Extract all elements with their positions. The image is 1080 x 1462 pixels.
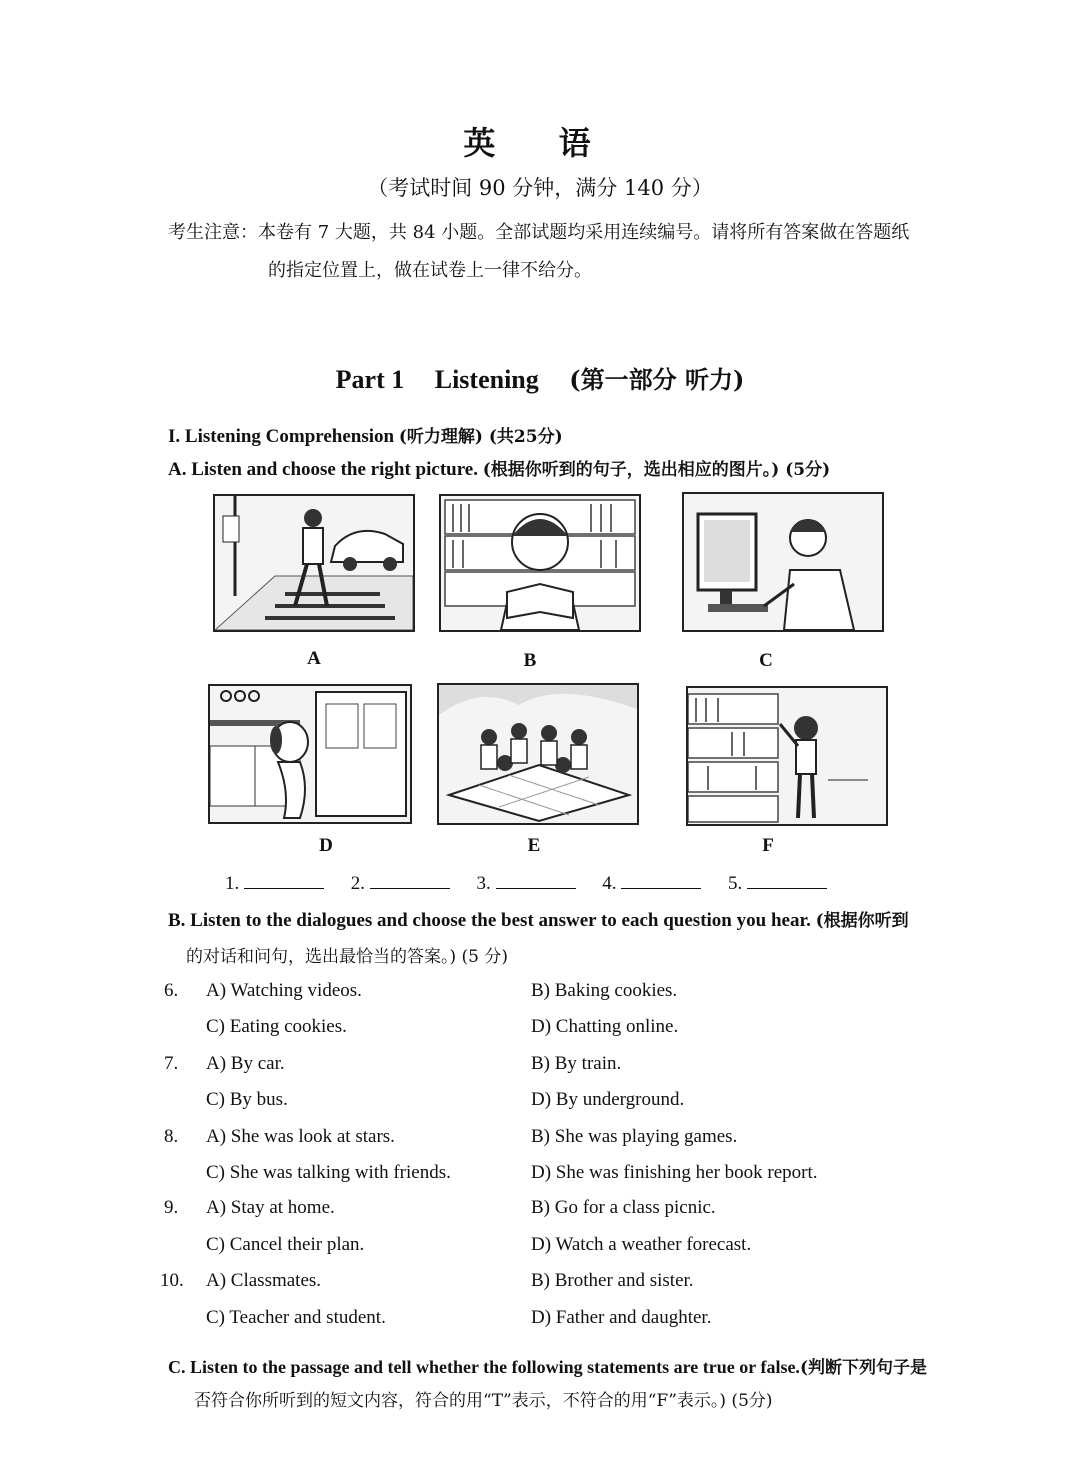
option-b: B) Baking cookies.	[531, 980, 678, 1001]
option-d: D) By underground.	[531, 1089, 685, 1110]
answer-blank-4[interactable]	[621, 870, 701, 889]
section-c-cn-line2: 否符合你所听到的短文内容，符合的用“T”表示，不符合的用“F”表示。) (5分)	[194, 1391, 773, 1411]
section-i-cn: (听力理解) (共25分)	[398, 427, 563, 447]
section-b-cn-line2: 的对话和问句，选出最恰当的答案。) (5 分)	[186, 947, 509, 967]
part-heading	[0, 360, 1080, 395]
picture-label-e: E	[527, 835, 541, 856]
question-number: 8.	[164, 1126, 179, 1147]
part-number: Part 1	[335, 365, 405, 394]
section-a-heading	[168, 455, 830, 481]
picnic-illustration	[439, 685, 637, 823]
man-at-computer-illustration	[684, 494, 882, 630]
picture-label-c: C	[759, 650, 773, 671]
picture-b	[439, 494, 641, 632]
notice-line-1: 考生注意：本卷有 7 大题，共 84 小题。全部试题均采用连续编号。请将所有答案做在答题纸	[168, 222, 910, 243]
dog-at-door-illustration	[210, 686, 410, 822]
child-at-bookshelf-illustration	[688, 688, 886, 824]
blank-label-5: 5.	[728, 873, 743, 894]
picture-label-d: D	[319, 835, 333, 856]
section-c-heading	[168, 1353, 1028, 1379]
question-number: 6.	[164, 980, 179, 1001]
picture-label-b: B	[523, 650, 537, 671]
option-d: D) Father and daughter.	[531, 1307, 712, 1328]
picture-e	[437, 683, 639, 825]
exam-subtitle: （考试时间 90 分钟，满分 140 分）	[367, 176, 713, 200]
answer-blank-3[interactable]	[496, 870, 576, 889]
picture-f	[686, 686, 888, 826]
option-a: A) Stay at home.	[206, 1197, 335, 1218]
question-number: 10.	[160, 1270, 184, 1291]
question-number: 9.	[164, 1197, 179, 1218]
option-b: B) She was playing games.	[531, 1126, 738, 1147]
notice-line-2: 的指定位置上，做在试卷上一律不给分。	[268, 260, 592, 281]
exam-title: 英 语	[463, 124, 617, 162]
question-number: 7.	[164, 1053, 179, 1074]
option-a: A) Watching videos.	[206, 980, 362, 1001]
picture-a	[213, 494, 415, 632]
answer-blank-5[interactable]	[747, 870, 827, 889]
picture-label-a: A	[307, 648, 321, 669]
street-crossing-illustration	[215, 496, 413, 630]
answer-blank-2[interactable]	[370, 870, 450, 889]
exam-notice	[168, 214, 1018, 290]
option-c: C) By bus.	[206, 1089, 288, 1110]
picture-c	[682, 492, 884, 632]
option-c: C) Teacher and student.	[206, 1307, 386, 1328]
section-i-heading	[168, 422, 563, 448]
option-a: A) By car.	[206, 1053, 285, 1074]
section-c-title: C. Listen to the passage and tell whether the following statements are true or false.	[168, 1357, 800, 1377]
section-b-cn-tail: (根据你听到	[815, 911, 909, 931]
option-c: C) Cancel their plan.	[206, 1234, 365, 1255]
blank-label-3: 3.	[476, 873, 491, 894]
option-c: C) Eating cookies.	[206, 1016, 347, 1037]
picture-d	[208, 684, 412, 824]
option-d: D) She was finishing her book report.	[531, 1162, 818, 1183]
section-b-title: B. Listen to the dialogues and choose the best answer to each question you hear.	[168, 910, 811, 931]
boy-reading-illustration	[441, 496, 639, 630]
blank-label-4: 4.	[602, 873, 617, 894]
option-a: A) She was look at stars.	[206, 1126, 395, 1147]
section-b-heading	[168, 906, 1018, 932]
section-i-title: I. Listening Comprehension	[168, 426, 395, 447]
picture-label-f: F	[762, 835, 774, 856]
part-name: Listening	[434, 365, 539, 394]
part-cn: (第一部分 听力)	[569, 365, 745, 394]
answer-blanks	[225, 870, 849, 895]
option-d: D) Watch a weather forecast.	[531, 1234, 752, 1255]
blank-label-2: 2.	[350, 873, 365, 894]
option-c: C) She was talking with friends.	[206, 1162, 451, 1183]
option-d: D) Chatting online.	[531, 1016, 679, 1037]
option-b: B) Go for a class picnic.	[531, 1197, 716, 1218]
blank-label-1: 1.	[225, 873, 240, 894]
section-a-title: A. Listen and choose the right picture.	[168, 459, 478, 480]
answer-blank-1[interactable]	[244, 870, 324, 889]
option-a: A) Classmates.	[206, 1270, 322, 1291]
option-b: B) Brother and sister.	[531, 1270, 694, 1291]
section-c-cn-tail: (判断下列句子是	[799, 1358, 927, 1378]
section-a-cn: (根据你听到的句子，选出相应的图片。) (5分)	[482, 460, 831, 480]
option-b: B) By train.	[531, 1053, 622, 1074]
